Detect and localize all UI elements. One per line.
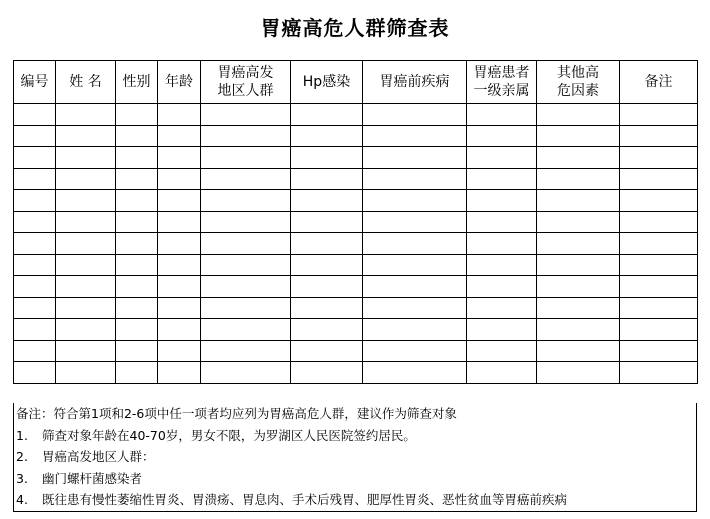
table-cell[interactable]	[158, 319, 201, 341]
page-title: 胃癌高危人群筛查表	[260, 16, 450, 40]
screening-table	[13, 60, 698, 384]
table-cell[interactable]	[201, 233, 291, 255]
table-cell[interactable]	[201, 104, 291, 126]
table-cell[interactable]	[620, 340, 698, 362]
table-cell[interactable]	[467, 254, 537, 276]
table-row	[14, 233, 698, 255]
table-cell[interactable]	[363, 362, 467, 384]
table-cell[interactable]	[14, 125, 56, 147]
table-cell[interactable]	[291, 125, 363, 147]
table-cell[interactable]	[116, 276, 158, 298]
table-cell[interactable]	[201, 362, 291, 384]
table-cell[interactable]	[14, 340, 56, 362]
table-cell[interactable]	[467, 125, 537, 147]
table-cell[interactable]	[537, 340, 620, 362]
table-cell[interactable]	[537, 297, 620, 319]
table-row	[14, 254, 698, 276]
table-cell[interactable]	[158, 254, 201, 276]
table-cell[interactable]	[56, 340, 116, 362]
table-cell[interactable]	[537, 276, 620, 298]
table-cell[interactable]	[201, 211, 291, 233]
table-cell[interactable]	[363, 125, 467, 147]
table-cell[interactable]	[620, 276, 698, 298]
table-cell[interactable]	[56, 168, 116, 190]
table-cell[interactable]	[363, 168, 467, 190]
table-cell[interactable]	[14, 362, 56, 384]
table-cell[interactable]	[14, 211, 56, 233]
table-cell[interactable]	[56, 190, 116, 212]
table-cell[interactable]	[467, 297, 537, 319]
table-cell[interactable]	[201, 319, 291, 341]
table-row	[14, 168, 698, 190]
table-cell[interactable]	[363, 297, 467, 319]
table-cell[interactable]	[620, 168, 698, 190]
table-cell[interactable]	[116, 362, 158, 384]
table-cell[interactable]	[158, 340, 201, 362]
notes-remark: 备注：符合第1项和2-6项中任一项者均应列为胃癌高危人群，建议作为筛查对象	[16, 406, 457, 421]
table-cell[interactable]	[537, 319, 620, 341]
table-row	[14, 190, 698, 212]
table-cell[interactable]	[363, 211, 467, 233]
table-row	[14, 147, 698, 169]
table-cell[interactable]	[291, 233, 363, 255]
table-cell[interactable]	[363, 254, 467, 276]
table-cell[interactable]	[14, 147, 56, 169]
table-cell[interactable]	[620, 125, 698, 147]
table-cell[interactable]	[537, 147, 620, 169]
table-cell[interactable]	[116, 104, 158, 126]
table-row	[14, 297, 698, 319]
header-other-risk-factors: 其他高 危因素	[537, 61, 620, 104]
table-cell[interactable]	[620, 297, 698, 319]
table-cell[interactable]	[14, 104, 56, 126]
table-cell[interactable]	[201, 168, 291, 190]
table-cell[interactable]	[14, 233, 56, 255]
table-cell[interactable]	[537, 254, 620, 276]
table-cell[interactable]	[467, 104, 537, 126]
table-cell[interactable]	[14, 297, 56, 319]
table-cell[interactable]	[467, 233, 537, 255]
table-cell[interactable]	[158, 168, 201, 190]
note-item: 1. 筛查对象年龄在40-70岁，男女不限，为罗湖区人民医院签约居民。	[16, 427, 416, 443]
table-cell[interactable]	[158, 276, 201, 298]
table-row	[14, 211, 698, 233]
table-row	[14, 340, 698, 362]
table-cell[interactable]	[291, 254, 363, 276]
table-cell[interactable]	[363, 104, 467, 126]
table-cell[interactable]	[537, 211, 620, 233]
table-cell[interactable]	[467, 362, 537, 384]
table-cell[interactable]	[14, 168, 56, 190]
table-cell[interactable]	[291, 276, 363, 298]
table-cell[interactable]	[291, 104, 363, 126]
header-age: 年龄	[158, 61, 201, 104]
table-cell[interactable]	[14, 190, 56, 212]
table-cell[interactable]	[56, 362, 116, 384]
table-cell[interactable]	[158, 104, 201, 126]
header-high-incidence-area: 胃癌高发 地区人群	[201, 61, 291, 104]
table-cell[interactable]	[363, 319, 467, 341]
table-cell[interactable]	[537, 190, 620, 212]
table-cell[interactable]	[291, 168, 363, 190]
table-cell[interactable]	[537, 168, 620, 190]
table-row	[14, 104, 698, 126]
table-cell[interactable]	[620, 147, 698, 169]
table-cell[interactable]	[14, 319, 56, 341]
table-cell[interactable]	[620, 233, 698, 255]
table-row	[14, 362, 698, 384]
table-cell[interactable]	[467, 319, 537, 341]
header-first-degree-relative: 胃癌患者 一级亲属	[467, 61, 537, 104]
table-cell[interactable]	[56, 319, 116, 341]
table-cell[interactable]	[363, 340, 467, 362]
table-cell[interactable]	[116, 190, 158, 212]
table-cell[interactable]	[14, 254, 56, 276]
table-cell[interactable]	[116, 211, 158, 233]
header-precancerous-disease: 胃癌前疾病	[363, 61, 467, 104]
table-cell[interactable]	[467, 168, 537, 190]
table-cell[interactable]	[116, 125, 158, 147]
table-cell[interactable]	[201, 297, 291, 319]
table-cell[interactable]	[56, 147, 116, 169]
table-cell[interactable]	[56, 233, 116, 255]
table-cell[interactable]	[201, 125, 291, 147]
table-cell[interactable]	[158, 233, 201, 255]
table-cell[interactable]	[201, 254, 291, 276]
table-cell[interactable]	[158, 190, 201, 212]
table-cell[interactable]	[116, 168, 158, 190]
table-cell[interactable]	[467, 211, 537, 233]
table-cell[interactable]	[537, 362, 620, 384]
table-row	[14, 125, 698, 147]
table-cell[interactable]	[201, 276, 291, 298]
table-cell[interactable]	[537, 104, 620, 126]
header-row	[14, 61, 698, 104]
table-cell[interactable]	[201, 340, 291, 362]
table-cell[interactable]	[291, 190, 363, 212]
table-cell[interactable]	[467, 276, 537, 298]
table-cell[interactable]	[56, 297, 116, 319]
table-cell[interactable]	[201, 190, 291, 212]
table-cell[interactable]	[363, 190, 467, 212]
table-cell[interactable]	[116, 340, 158, 362]
note-item: 2. 胃癌高发地区人群：	[16, 449, 155, 465]
table-cell[interactable]	[291, 362, 363, 384]
header-hp-infection: Hp感染	[291, 61, 363, 104]
table-cell[interactable]	[158, 297, 201, 319]
table-cell[interactable]	[116, 147, 158, 169]
table-cell[interactable]	[291, 319, 363, 341]
table-cell[interactable]	[363, 147, 467, 169]
table-cell[interactable]	[620, 104, 698, 126]
table-cell[interactable]	[158, 125, 201, 147]
notes-section	[13, 403, 697, 512]
table-cell[interactable]	[158, 362, 201, 384]
table-cell[interactable]	[56, 254, 116, 276]
table-cell[interactable]	[14, 276, 56, 298]
table-cell[interactable]	[467, 190, 537, 212]
table-cell[interactable]	[56, 125, 116, 147]
header-name: 姓 名	[56, 61, 116, 104]
table-cell[interactable]	[158, 147, 201, 169]
table-cell[interactable]	[291, 340, 363, 362]
table-cell[interactable]	[291, 211, 363, 233]
table-cell[interactable]	[116, 297, 158, 319]
table-cell[interactable]	[620, 319, 698, 341]
table-cell[interactable]	[291, 297, 363, 319]
table-cell[interactable]	[620, 254, 698, 276]
note-item: 3. 幽门螺杆菌感染者	[16, 470, 143, 486]
table-cell[interactable]	[116, 254, 158, 276]
table-cell[interactable]	[467, 147, 537, 169]
table-cell[interactable]	[467, 340, 537, 362]
table-cell[interactable]	[56, 104, 116, 126]
table-cell[interactable]	[291, 147, 363, 169]
table-cell[interactable]	[620, 362, 698, 384]
table-cell[interactable]	[363, 276, 467, 298]
header-gender: 性别	[116, 61, 158, 104]
table-cell[interactable]	[620, 190, 698, 212]
header-remarks: 备注	[620, 61, 698, 104]
table-cell[interactable]	[537, 233, 620, 255]
table-cell[interactable]	[56, 211, 116, 233]
table-cell[interactable]	[620, 211, 698, 233]
table-cell[interactable]	[116, 233, 158, 255]
header-id: 编号	[14, 61, 56, 104]
table-row	[14, 276, 698, 298]
note-item: 4. 既往患有慢性萎缩性胃炎、胃溃疡、胃息肉、手术后残胃、肥厚性胃炎、恶性贫血等胃癌前疾病	[16, 492, 568, 508]
table-cell[interactable]	[363, 233, 467, 255]
table-cell[interactable]	[56, 276, 116, 298]
table-row	[14, 319, 698, 341]
table-cell[interactable]	[537, 125, 620, 147]
table-cell[interactable]	[201, 147, 291, 169]
table-cell[interactable]	[116, 319, 158, 341]
table-cell[interactable]	[158, 211, 201, 233]
